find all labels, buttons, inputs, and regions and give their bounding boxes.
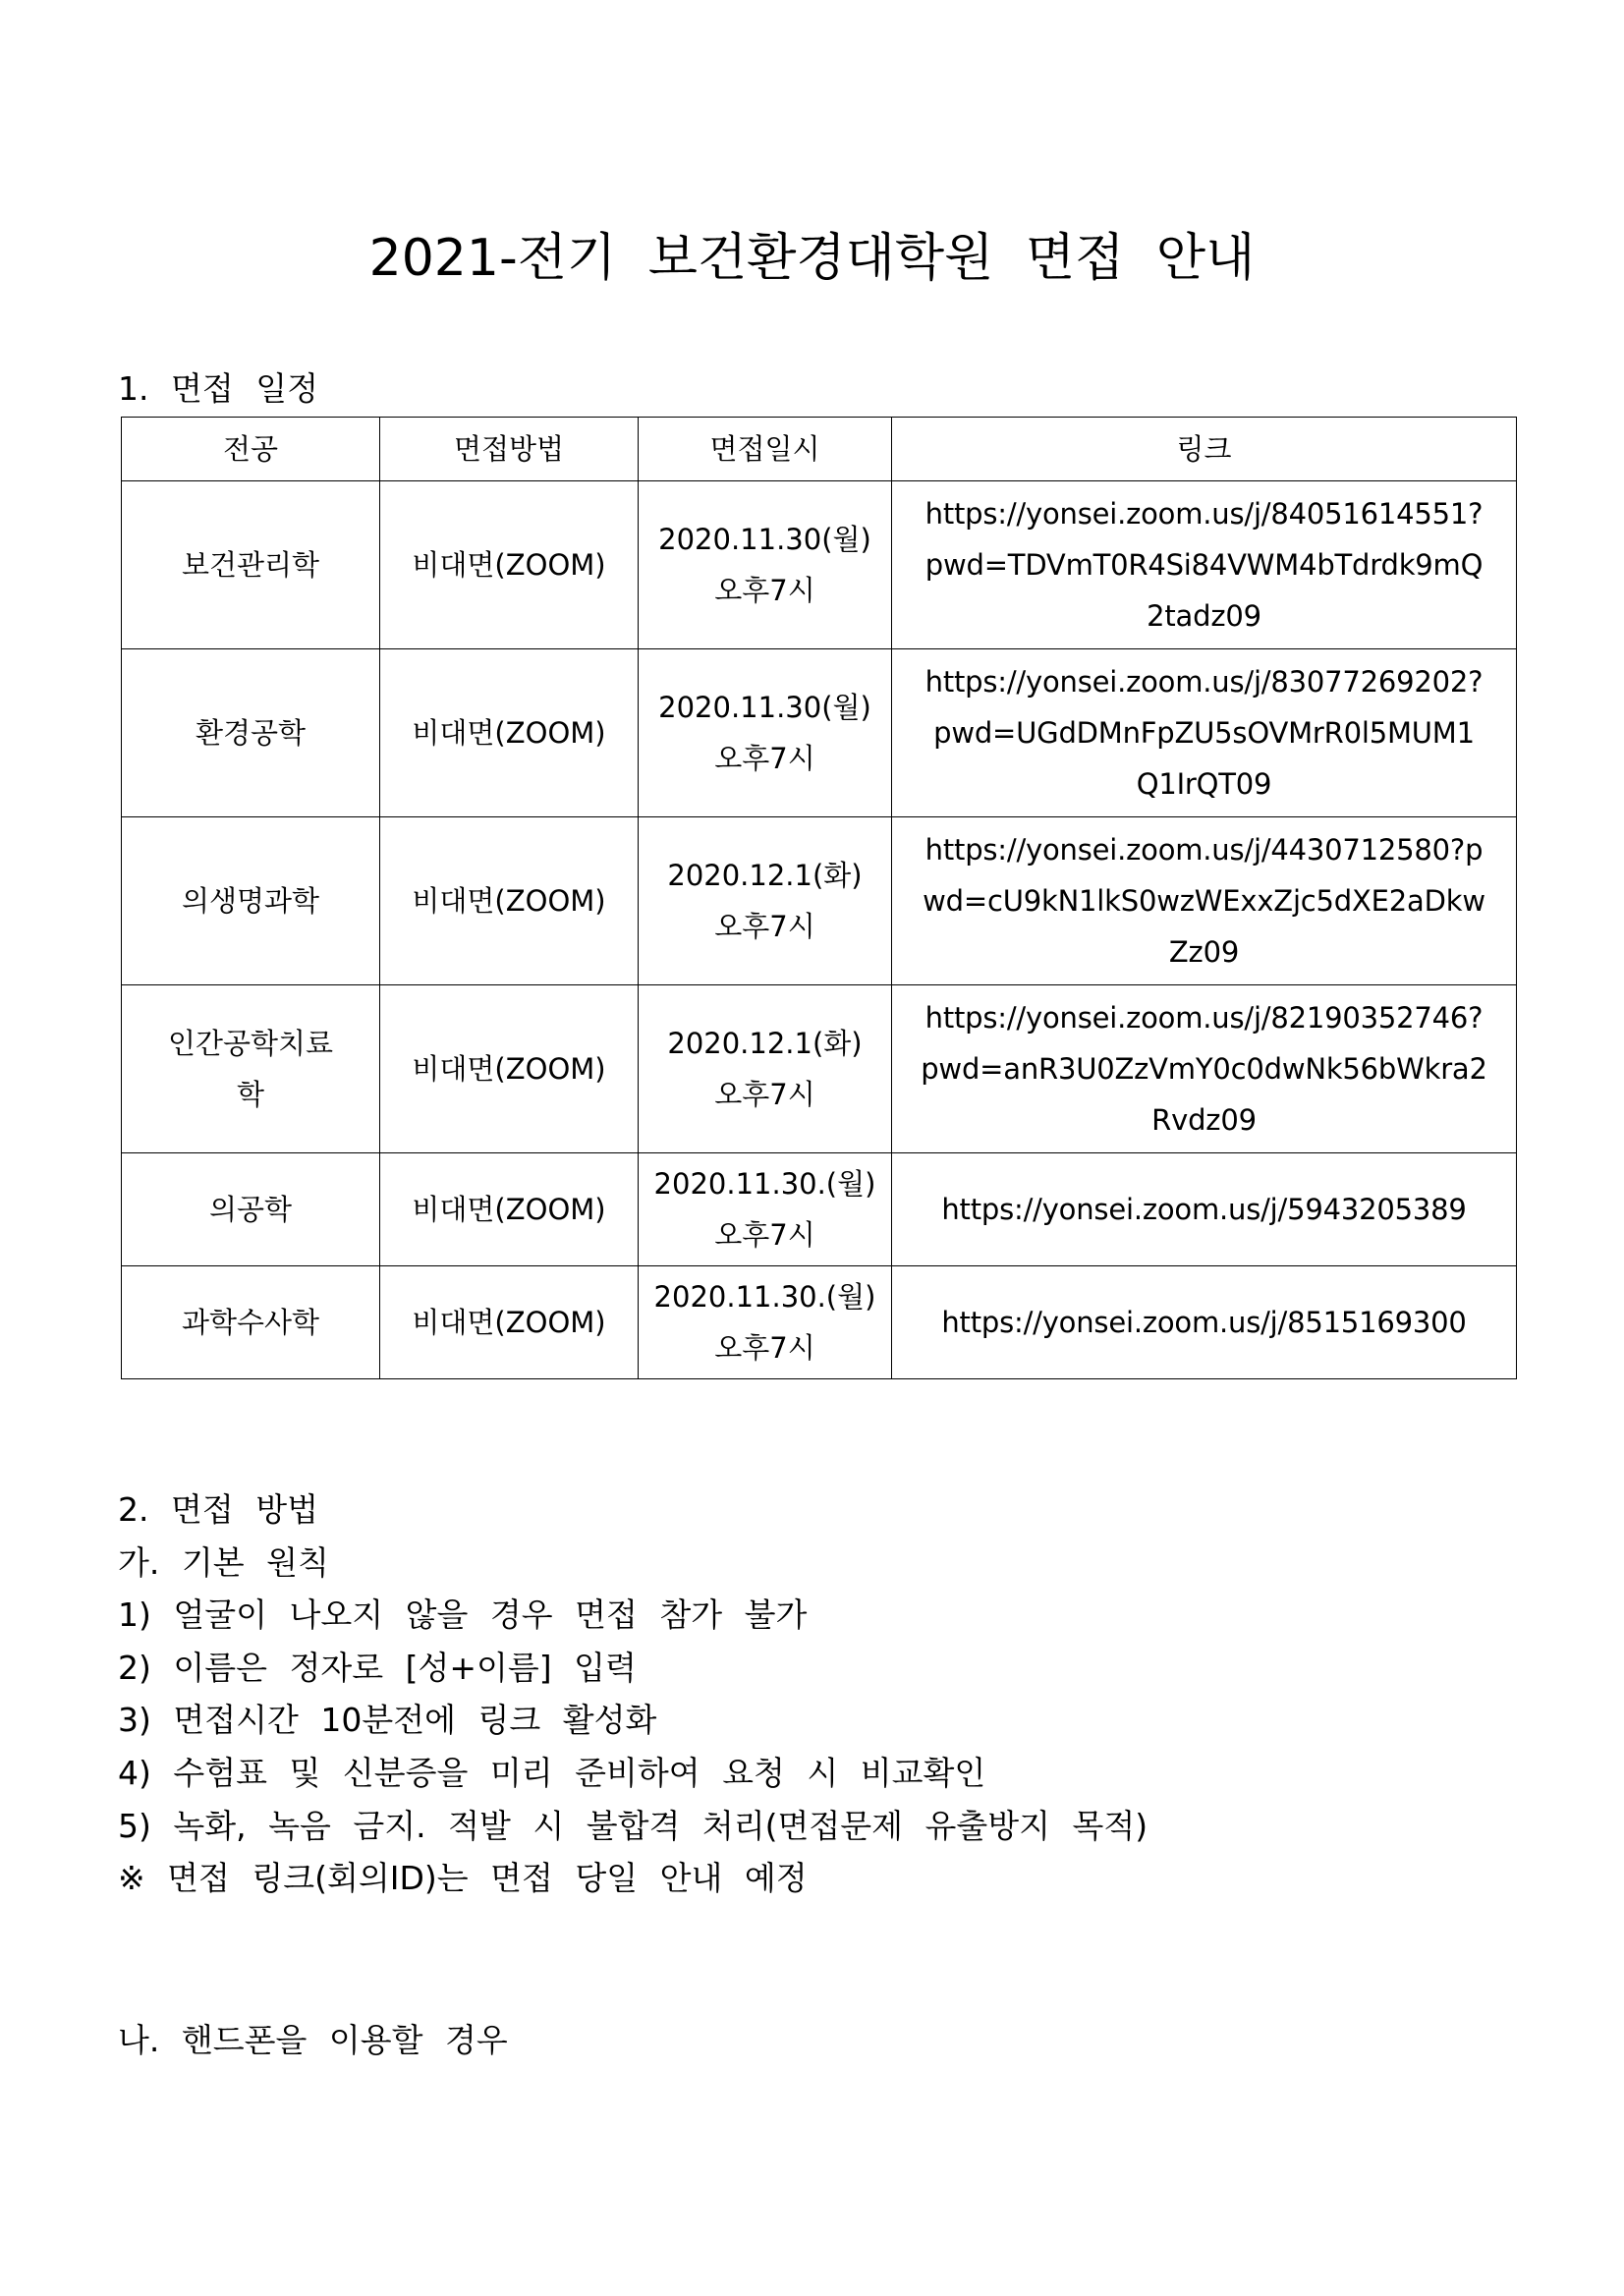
- zoom-link-line[interactable]: Rvdz09: [1151, 1103, 1257, 1137]
- header-method: 면접방법: [380, 418, 639, 481]
- zoom-link-line[interactable]: wd=cU9kN1lkS0wzWExxZjc5dXE2aDkw: [923, 884, 1485, 918]
- table-row: [122, 649, 1517, 817]
- time-text: 오후7시: [714, 910, 815, 943]
- zoom-link-line[interactable]: https://yonsei.zoom.us/j/83077269202?: [924, 665, 1484, 699]
- major-cell: [122, 817, 380, 985]
- header-datetime: 면접일시: [639, 418, 892, 481]
- interview-schedule-table: [121, 417, 1517, 1379]
- zoom-link-line[interactable]: https://yonsei.zoom.us/j/8515169300: [941, 1306, 1467, 1339]
- list-item: 4) 수험표 및 신분증을 미리 준비하여 요청 시 비교확인: [118, 1753, 986, 1792]
- major-cell: [122, 985, 380, 1153]
- time-text: 오후7시: [714, 574, 815, 607]
- datetime-cell: [639, 481, 892, 649]
- subsection-heading-basic-principles: 가. 기본 원칙: [118, 1542, 329, 1582]
- major-text: 환경공학: [195, 716, 307, 750]
- major-cell: [122, 1266, 380, 1379]
- major-text: 의공학: [208, 1193, 293, 1226]
- major-text: 의생명과학: [181, 884, 320, 918]
- section-heading-schedule: 1. 면접 일정: [118, 369, 318, 408]
- header-link: 링크: [892, 418, 1517, 481]
- list-item: 2) 이름은 정자로 [성+이름] 입력: [118, 1648, 637, 1687]
- list-item: 3) 면접시간 10분전에 링크 활성화: [118, 1701, 657, 1740]
- datetime-cell: [639, 649, 892, 817]
- time-text: 오후7시: [714, 1331, 815, 1365]
- zoom-link-line[interactable]: https://yonsei.zoom.us/j/82190352746?: [924, 1001, 1484, 1035]
- table-row: [122, 481, 1517, 649]
- date-text: 2020.11.30(월): [658, 691, 871, 724]
- zoom-link-line[interactable]: https://yonsei.zoom.us/j/5943205389: [941, 1193, 1467, 1226]
- table-header-row: [122, 418, 1517, 481]
- subsection-heading-phone: 나. 핸드폰을 이용할 경우: [118, 2021, 508, 2059]
- date-text: 2020.11.30.(월): [653, 1167, 876, 1201]
- interview-method-section: [118, 1488, 1148, 1910]
- header-major: 전공: [122, 418, 380, 481]
- major-cell: [122, 481, 380, 649]
- table-row: [122, 1153, 1517, 1266]
- major-text: 인간공학치료: [167, 1027, 334, 1060]
- zoom-link-cell[interactable]: [892, 649, 1517, 817]
- method-cell: 비대면(ZOOM): [380, 649, 639, 817]
- zoom-link-line[interactable]: https://yonsei.zoom.us/j/4430712580?p: [924, 833, 1484, 867]
- zoom-link-line[interactable]: pwd=anR3U0ZzVmY0c0dwNk56bWkra2: [921, 1052, 1487, 1086]
- table-row: [122, 817, 1517, 985]
- date-text: 2020.11.30(월): [658, 523, 871, 556]
- major-cell: [122, 1153, 380, 1266]
- zoom-link-line[interactable]: Zz09: [1168, 935, 1240, 969]
- zoom-link-line[interactable]: pwd=TDVmT0R4Si84VWM4bTdrdk9mQ: [924, 548, 1484, 582]
- zoom-link-line[interactable]: Q1IrQT09: [1136, 767, 1272, 801]
- major-text: 학: [236, 1078, 264, 1111]
- method-cell: 비대면(ZOOM): [380, 985, 639, 1153]
- list-item: 5) 녹화, 녹음 금지. 적발 시 불합격 처리(면접문제 유출방지 목적): [118, 1806, 1148, 1845]
- zoom-link-line[interactable]: 2tadz09: [1147, 599, 1261, 633]
- zoom-link-line[interactable]: pwd=UGdDMnFpZU5sOVMrR0l5MUM1: [933, 716, 1475, 750]
- major-text: 과학수사학: [181, 1306, 320, 1339]
- major-cell: [122, 649, 380, 817]
- note-text: ※ 면접 링크(회의ID)는 면접 당일 안내 예정: [118, 1859, 808, 1898]
- time-text: 오후7시: [714, 1218, 815, 1252]
- datetime-cell: [639, 985, 892, 1153]
- time-text: 오후7시: [714, 742, 815, 775]
- datetime-cell: [639, 1153, 892, 1266]
- table-row: [122, 985, 1517, 1153]
- table-row: [122, 1266, 1517, 1379]
- list-item: 1) 얼굴이 나오지 않을 경우 면접 참가 불가: [118, 1596, 808, 1635]
- zoom-link-line[interactable]: https://yonsei.zoom.us/j/84051614551?: [924, 497, 1484, 531]
- date-text: 2020.11.30.(월): [653, 1280, 876, 1314]
- page-title: 2021-전기 보건환경대학원 면접 안내: [368, 229, 1256, 288]
- datetime-cell: [639, 817, 892, 985]
- method-cell: 비대면(ZOOM): [380, 1153, 639, 1266]
- major-text: 보건관리학: [181, 548, 320, 582]
- time-text: 오후7시: [714, 1078, 815, 1111]
- zoom-link-cell[interactable]: [892, 985, 1517, 1153]
- method-cell: 비대면(ZOOM): [380, 817, 639, 985]
- method-cell: 비대면(ZOOM): [380, 1266, 639, 1379]
- zoom-link-cell[interactable]: [892, 1153, 1517, 1266]
- date-text: 2020.12.1(화): [667, 1027, 863, 1060]
- datetime-cell: [639, 1266, 892, 1379]
- section-heading-method: 2. 면접 방법: [118, 1490, 318, 1529]
- zoom-link-cell[interactable]: [892, 481, 1517, 649]
- method-cell: 비대면(ZOOM): [380, 481, 639, 649]
- zoom-link-cell[interactable]: [892, 1266, 1517, 1379]
- zoom-link-cell[interactable]: [892, 817, 1517, 985]
- date-text: 2020.12.1(화): [667, 859, 863, 892]
